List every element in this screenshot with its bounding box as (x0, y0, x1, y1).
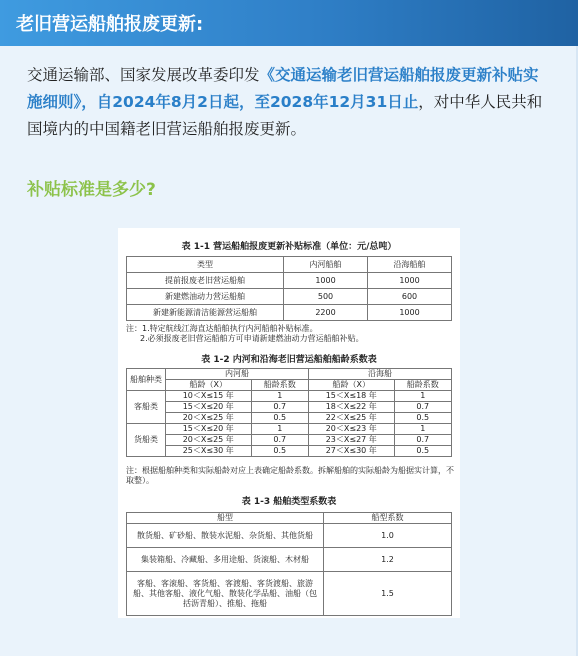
table1-note-2: 2.必须报废老旧营运船舶方可申请新建燃油动力营运船舶补贴。 (140, 334, 364, 343)
header-title: 老旧营运船舶报废更新: (16, 14, 204, 35)
table2-cell: 0.7 (394, 402, 451, 413)
table3-header-coef: 船型系数 (324, 513, 452, 524)
table1 (126, 256, 452, 321)
table2-cell: 0.7 (394, 435, 451, 446)
header-banner (0, 0, 578, 46)
table2-group-type: 货船类 (127, 424, 166, 457)
intro-text-2: ，对中华人民共和国境内的中国籍老旧营运船舶报废更新。 (27, 93, 543, 138)
table2 (126, 368, 452, 457)
table1-header-coastal: 沿海船舶 (368, 257, 452, 273)
table3-cell: 散货船、矿砂船、散装水泥船、杂货船、其他货船 (127, 524, 324, 548)
table1-cell: 1000 (284, 273, 368, 289)
table1-cell: 2200 (284, 305, 368, 321)
table1-cell: 1000 (368, 305, 452, 321)
table3 (126, 512, 452, 616)
subsidy-tables-image (118, 228, 460, 618)
table2-header-coef: 船龄系数 (394, 380, 451, 391)
table1-cell: 新建新能源清洁能源营运船舶 (127, 305, 284, 321)
table1-cell: 提前报废老旧营运船舶 (127, 273, 284, 289)
table3-header-type: 船型 (127, 513, 324, 524)
intro-text-1: 交通运输部、国家发展改革委印发 (27, 66, 260, 84)
table3-cell: 1.2 (324, 548, 452, 572)
table2-cell: 15＜X≤18 年 (308, 391, 394, 402)
table1-cell: 1000 (368, 273, 452, 289)
table2-cell: 18＜X≤22 年 (308, 402, 394, 413)
table1-header-inland: 内河船舶 (284, 257, 368, 273)
subsidy-subheading: 补贴标准是多少? (27, 180, 156, 200)
table2-cell: 0.5 (251, 413, 308, 424)
table1-caption: 表 1-1 营运船舶报废更新补贴标准（单位：元/总吨） (181, 242, 397, 252)
table2-cell: 0.7 (251, 402, 308, 413)
table2-cell: 1 (394, 424, 451, 435)
table1-note-1: 注：1.特定航线江海直达船舶执行内河船舶补贴标准。 (126, 324, 318, 333)
table2-cell: 0.5 (394, 413, 451, 424)
table2-header-age: 船龄（X） (308, 380, 394, 391)
table3-caption: 表 1-3 船舶类型系数表 (241, 497, 337, 507)
table1-cell: 新建燃油动力营运船舶 (127, 289, 284, 305)
table2-header-inland: 内河船 (166, 369, 309, 380)
table2-cell: 0.7 (251, 435, 308, 446)
table2-group-type: 客船类 (127, 391, 166, 424)
table3-cell: 客船、客滚船、客货船、客渡船、客货渡船、旅游船、其他客船、液化气船、散装化学品船、油船（包括沥青船）、推船、拖船 (127, 572, 324, 616)
table2-cell: 1 (394, 391, 451, 402)
table1-cell: 600 (368, 289, 452, 305)
table2-header-age: 船龄（X） (166, 380, 252, 391)
table3-cell: 1.0 (324, 524, 452, 548)
table2-cell: 25＜X≤30 年 (166, 446, 252, 457)
table2-cell: 20＜X≤25 年 (166, 435, 252, 446)
table2-cell: 0.5 (394, 446, 451, 457)
table2-cell: 27＜X≤30 年 (308, 446, 394, 457)
table3-cell: 1.5 (324, 572, 452, 616)
table2-cell: 20＜X≤25 年 (166, 413, 252, 424)
table2-header-coef: 船龄系数 (251, 380, 308, 391)
table2-cell: 20＜X≤23 年 (308, 424, 394, 435)
table2-caption: 表 1-2 内河和沿海老旧营运船舶船龄系数表 (201, 355, 377, 365)
table1-cell: 500 (284, 289, 368, 305)
table2-cell: 10＜X≤15 年 (166, 391, 252, 402)
table2-cell: 1 (251, 391, 308, 402)
table2-cell: 23＜X≤27 年 (308, 435, 394, 446)
table2-header-type: 船舶种类 (127, 369, 166, 391)
table2-cell: 15＜X≤20 年 (166, 402, 252, 413)
table2-cell: 1 (251, 424, 308, 435)
table2-cell: 22＜X≤25 年 (308, 413, 394, 424)
table2-cell: 15＜X≤20 年 (166, 424, 252, 435)
table3-cell: 集装箱船、冷藏船、多用途船、货滚船、木材船 (127, 548, 324, 572)
table2-cell: 0.5 (251, 446, 308, 457)
table2-note: 注：根据船舶种类和实际船龄对应上表确定船龄系数。拆解船舶的实际船龄为船据实计算，不取整）。 (126, 466, 454, 485)
intro-highlight: 《交通运输老旧营运船舶报废更新补贴实施细则》，自2024年8月2日起，至2028年12月31日止 (27, 66, 539, 111)
table1-header-type: 类型 (127, 257, 284, 273)
intro-paragraph (27, 62, 552, 143)
table2-header-coastal: 沿海船 (308, 369, 451, 380)
